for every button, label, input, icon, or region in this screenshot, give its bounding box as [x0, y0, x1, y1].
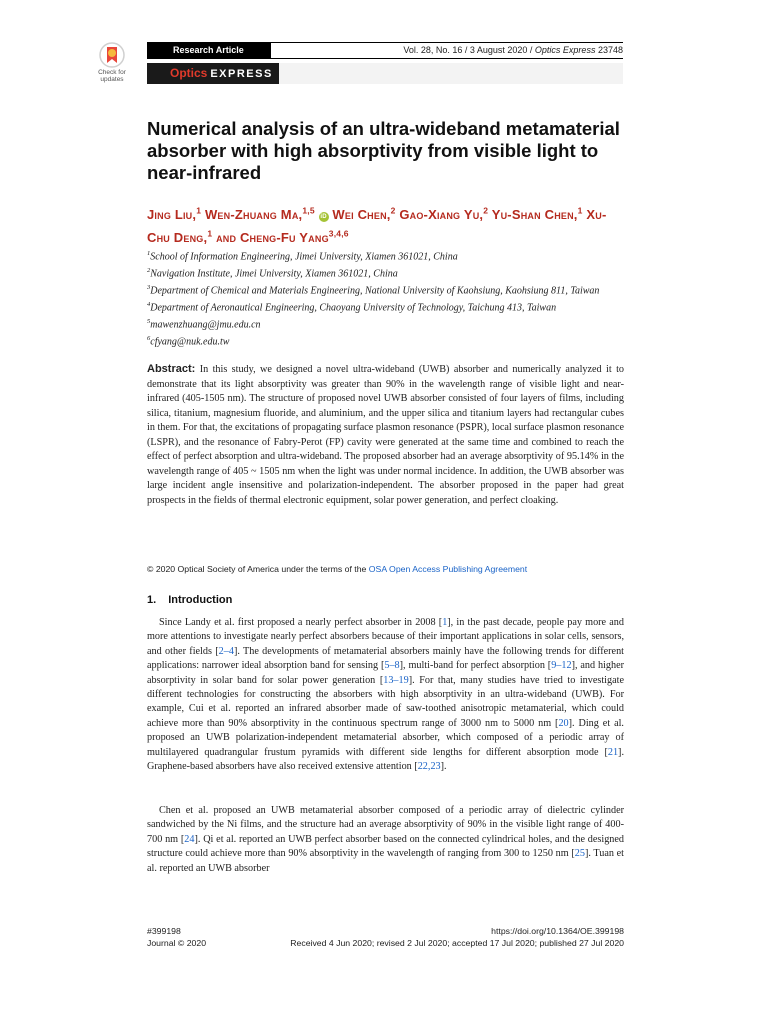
body-paragraph: Chen et al. proposed an UWB metamaterial absorber composed of a periodic array of dielectric cylinder sandwiched by the Ni films, and the structure had an average absorptivity of 90% in the visible light range of 400-700 nm [24]. Qi et al. reported an UWB perfect absorber based on the connected cylindrical holes, and the designed structure could achieve more than 90% absorptivity in the wavelength of ranging from 300 to 1250 nm [25]. Tuan et al. reported an UWB absorber: [147, 805, 625, 874]
check-for-updates-badge[interactable]: [92, 42, 132, 83]
journal-banner: [147, 63, 623, 84]
doi-link[interactable]: https://doi.org/10.1364/OE.399198: [491, 926, 624, 936]
orcid-icon[interactable]: iD: [320, 214, 327, 221]
abstract-text: In this study, we designed a novel ultra-wideband (UWB) absorber and numerically analyzed it to demonstrate that its light absorptivity was greater than 90% in the wavelength range of visible light and near-infrared (405-1505 nm). The structure of proposed novel UWB absorber consisted of four layers of films, including silica, titanium, magnesium fluoride, and aluminium, and the upper silica and titanium layers had rectangular cubes in them. For that, the excitations of propagating surface plasmon resonance (PSPR), local surface plasmon resonance (LSPR), and the resonance of Fabry-Perot (FP) cavity were generated at the same time and combined to reach the effect of perfect absorption and ultra-wideband. The proposed absorber had an average absorptivity of 95.14% in the wavelength range of 405 ~ 1505 nm when the light was under normal incidence. In addition, the UWB absorber was large incident angle insensitive and polarization-independent. The absorber proposed in the paper had great prospects in the fields of thermal electronic equipment, solar power generation, and perfect cloaking.: [147, 364, 624, 506]
citation-link[interactable]: 20: [558, 717, 569, 729]
article-title: Numerical analysis of an ultra-wideband metamaterial absorber with high absorptivity from visible light to near-infrared: [147, 118, 620, 183]
affiliation: $^1$School of Information Engineering, Jimei University, Xiamen 361021, China: [147, 250, 458, 263]
abstract: [147, 362, 624, 508]
affiliations: [147, 247, 625, 349]
citation-link[interactable]: 13–19: [383, 674, 409, 686]
citation-meta: Vol. 28, No. 16 / 3 August 2020 / Optics Express 23748: [403, 45, 623, 55]
email[interactable]: $^5$mawenzhuang@jmu.edu.cn: [147, 317, 261, 331]
author[interactable]: Gao-Xiang Yu,$^2$: [399, 206, 489, 223]
citation-link[interactable]: 22,23: [417, 761, 441, 773]
license-link[interactable]: OSA Open Access Publishing Agreement: [368, 564, 528, 574]
body-paragraph: Since Landy et al. first proposed a nearly perfect absorber in 2008 [1], in the past decade, people pay more and more attentions to investigate nearly perfect absorbers because of their important applications in solar cells, sensors, and other fields [2–4]. The developments of metamaterial absorbers mainly have the following trends for different applications: narrower ideal absorption band for sensing [5–8], multi-band for perfect absorption [9–12], and higher absorptivity in solar band for solar power generation [13–19]. For that, many studies have tried to investigate different technologies for constructing the absorbers with high absorptivity in an ultra-wideband (UWB). For example, Cui et al. reported an infrared absorber made of saw-toothed anisotropic metamaterial, which could achieve more than 90% absorptivity in the continuous spectrum range of 3000 nm to 5000 nm [20]. Ding et al. proposed an UWB polarization-independent metamaterial absorber, which composed of a periodic array of multilayered quadrangular frustum pyramids with different side lengths for different absorption mode [21]. Graphene-based absorbers have also received extensive attention [22,23].: [147, 617, 624, 773]
citation-link[interactable]: 5–8: [384, 660, 400, 672]
article-header: [147, 42, 623, 59]
citation-link[interactable]: 2–4: [218, 645, 234, 657]
badge-label: Check for updates: [98, 69, 126, 83]
journal-logo[interactable]: Optics EXPRESS: [170, 66, 273, 80]
citation-link[interactable]: 24: [184, 833, 195, 845]
citation-link[interactable]: 9–12: [551, 660, 572, 672]
affiliation: $^2$Navigation Institute, Jimei University, Xiamen 361021, China: [147, 266, 398, 280]
author[interactable]: Jing Liu,$^1$: [147, 206, 202, 223]
affiliation: $^4$Department of Aeronautical Engineering, Chaoyang University of Technology, Taichung 413, Taiwan: [147, 300, 557, 314]
article-type-tag: Research Article: [147, 43, 271, 58]
author[interactable]: Yu-Shan Chen,$^1$: [491, 206, 583, 223]
author[interactable]: Xu-Chu Deng,$^1$: [147, 207, 607, 245]
author[interactable]: Wei Chen,$^2$: [332, 206, 396, 223]
abstract-label: Abstract:: [147, 363, 196, 375]
bookmark-icon: [99, 42, 125, 68]
author-list: [147, 202, 627, 247]
copyright-notice: © 2020 Optical Society of America under the terms of the OSA Open Access Publishing Agreement: [147, 564, 528, 574]
affiliation: $^3$Department of Chemical and Materials Engineering, National University of Kaohsiung, Kaohsiung 811, Taiwan: [147, 283, 600, 297]
citation-link[interactable]: 1: [442, 617, 448, 628]
author[interactable]: and Cheng-Fu Yang$^{3,4,6}$: [216, 228, 349, 245]
author[interactable]: Wen-Zhuang Ma,$^{1,5}$: [204, 206, 315, 223]
section-heading: 1. Introduction: [147, 594, 233, 606]
footer-left: #399198 Journal © 2020: [147, 926, 207, 948]
email[interactable]: $^6$cfyang@nuk.edu.tw: [147, 334, 230, 347]
citation-link[interactable]: 25: [574, 848, 585, 860]
footer-right: https://doi.org/10.1364/OE.399198 Received 4 Jun 2020; revised 2 Jul 2020; accepted 17 Jul 2020; published 27 Jul 2020: [290, 926, 624, 948]
citation-link[interactable]: 21: [607, 746, 619, 758]
